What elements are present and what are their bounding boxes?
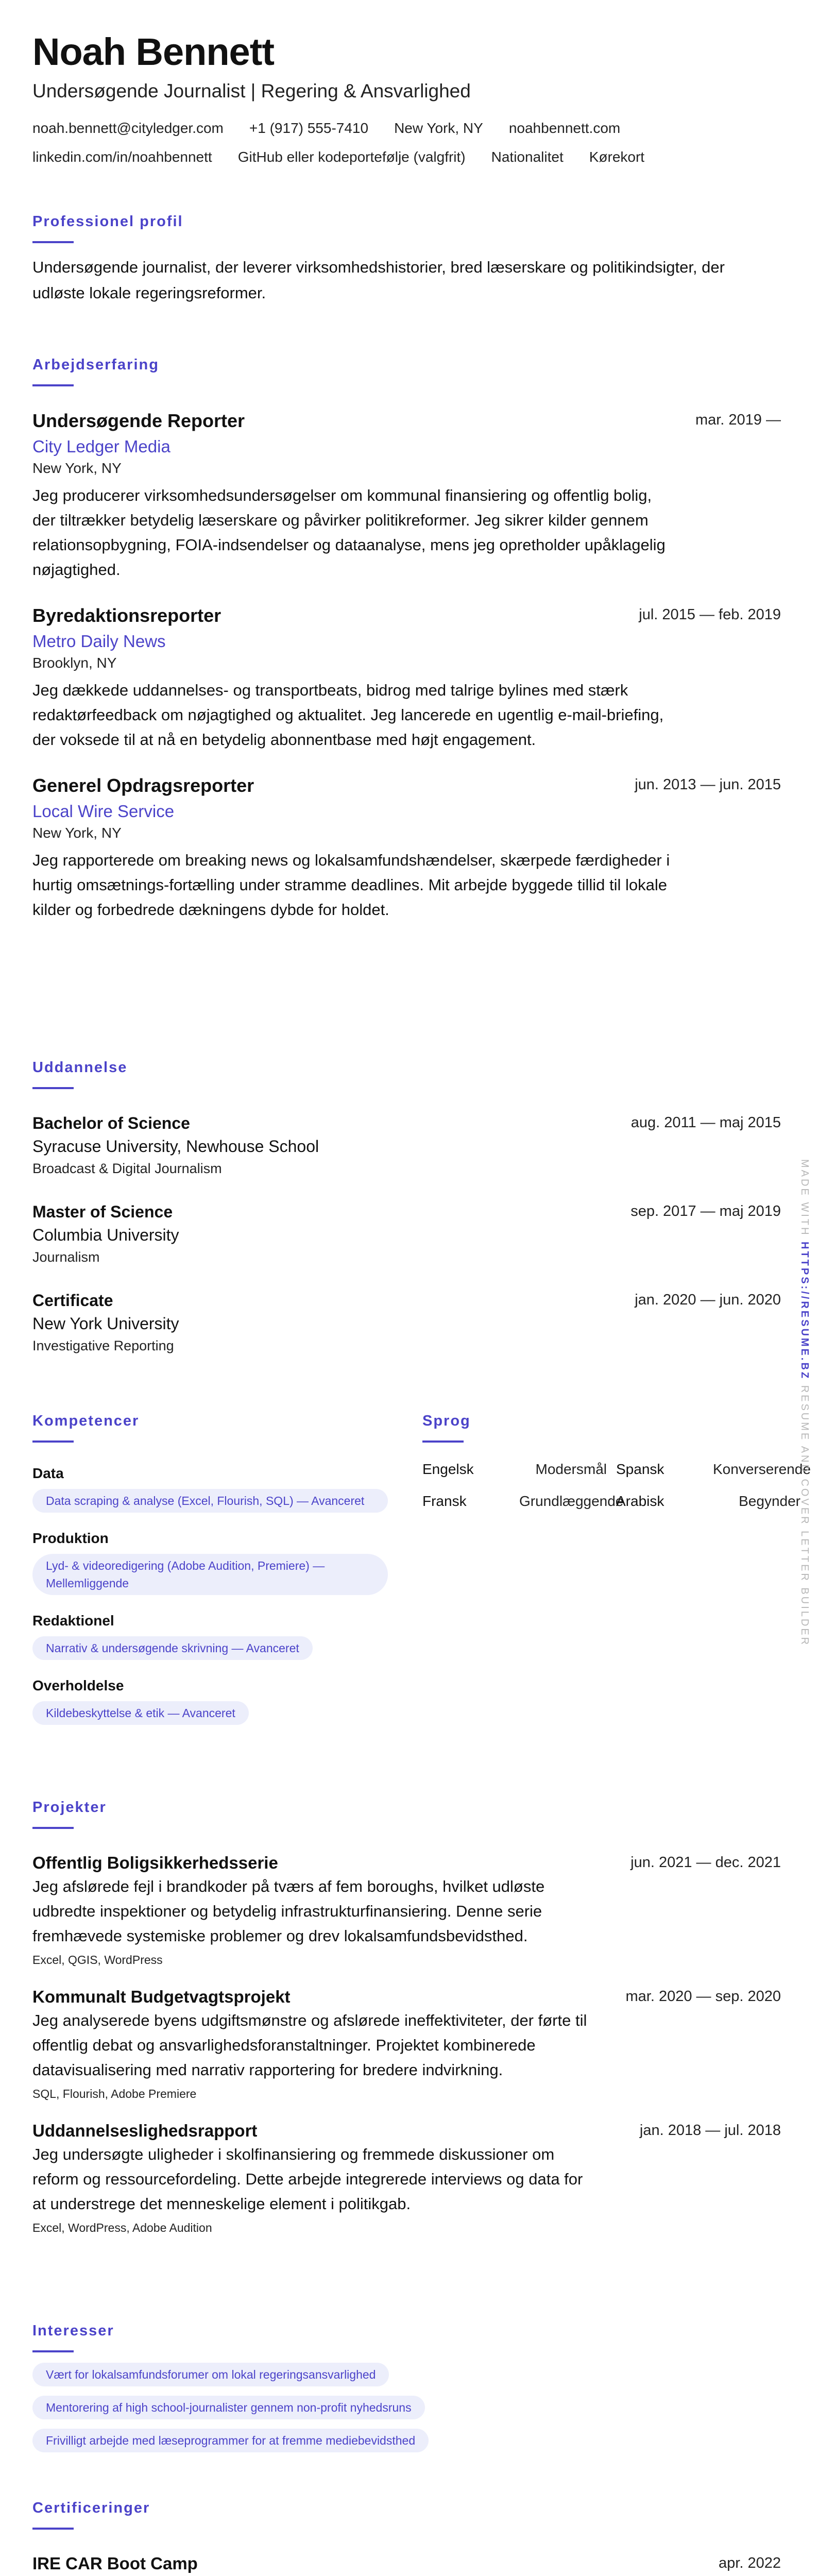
contact-location: New York, NY — [394, 120, 483, 136]
job-dates: jul. 2015 — feb. 2019 — [639, 606, 781, 623]
institution-name: Syracuse University, Newhouse School — [32, 1137, 319, 1156]
language-name: Arabisk — [616, 1493, 664, 1509]
section-divider — [422, 1440, 464, 1443]
skill-group-name: Produktion — [32, 1530, 109, 1546]
contact-website[interactable]: noahbennett.com — [508, 120, 621, 136]
profile-section — [32, 211, 781, 306]
contact-nationality: Nationalitet — [491, 149, 564, 165]
skill-group — [32, 1463, 393, 1513]
experience-entry — [32, 409, 781, 582]
project-technologies: Excel, QGIS, WordPress — [32, 1953, 163, 1967]
project-title: Uddannelseslighedsrapport — [32, 2121, 258, 2140]
degree-title: Certificate — [32, 1291, 113, 1310]
education-entry — [32, 1112, 781, 1179]
education-entry — [32, 1289, 781, 1356]
certification-date: apr. 2022 — [719, 2555, 781, 2571]
section-title-skills: Kompetencer — [32, 1413, 140, 1429]
interest-tag: Mentorering af high school-journalister gennem non-profit nyhedsruns — [32, 2396, 425, 2419]
job-company[interactable]: Metro Daily News — [32, 632, 166, 651]
skill-group-name: Redaktionel — [32, 1613, 114, 1629]
skill-group — [32, 1611, 393, 1660]
section-title-languages: Sprog — [422, 1413, 471, 1429]
experience-entry — [32, 604, 781, 752]
education-entry — [32, 1200, 781, 1267]
section-divider — [32, 1440, 74, 1443]
contact-list — [32, 117, 781, 168]
language-name: Engelsk — [422, 1461, 474, 1477]
project-dates: jun. 2021 — dec. 2021 — [630, 1854, 781, 1871]
education-dates: jan. 2020 — jun. 2020 — [635, 1292, 781, 1308]
contact-license: Kørekort — [589, 149, 645, 165]
field-of-study: Investigative Reporting — [32, 1338, 174, 1353]
job-description: Jeg rapporterede om breaking news og lokalsamfundshændelser, skærpede færdigheder i hurtig omsætnings-fortælling under stramme deadlines. Mit arbejde byggede tillid til lokale kilder og forbedrede dækningens dybde for holdet. — [32, 851, 670, 919]
interest-list — [32, 2363, 781, 2452]
skills-section — [32, 1411, 393, 1725]
watermark-prefix: MADE WITH — [799, 1159, 810, 1237]
watermark-suffix: RESUME AND COVER LETTER BUILDER — [799, 1385, 810, 1647]
project-entry — [32, 1986, 781, 2103]
interests-section — [32, 2320, 781, 2452]
contact-email[interactable]: noah.bennett@cityledger.com — [32, 120, 224, 136]
language-name: Fransk — [422, 1493, 467, 1509]
education-dates: aug. 2011 — maj 2015 — [630, 1114, 781, 1131]
project-technologies: Excel, WordPress, Adobe Audition — [32, 2221, 212, 2234]
profile-summary: Undersøgende journalist, der leverer virksomhedshistorier, bred læserskare og politikindsigter, der udløste lokale regeringsreformer. — [32, 258, 725, 302]
section-divider — [32, 1827, 74, 1829]
job-company[interactable]: Local Wire Service — [32, 802, 175, 821]
education-dates: sep. 2017 — maj 2019 — [630, 1203, 781, 1219]
section-title-certifications: Certificeringer — [32, 2500, 150, 2516]
institution-name: New York University — [32, 1314, 179, 1333]
job-company[interactable]: City Ledger Media — [32, 437, 171, 456]
contact-phone[interactable]: +1 (917) 555-7410 — [249, 120, 369, 136]
section-divider — [32, 384, 74, 386]
interest-tag: Frivilligt arbejde med læseprogrammer for at fremme mediebevidsthed — [32, 2429, 429, 2452]
section-title-profile: Professionel profil — [32, 213, 183, 230]
field-of-study: Broadcast & Digital Journalism — [32, 1161, 222, 1176]
builder-watermark — [796, 1159, 816, 1647]
project-title: Kommunalt Budgetvagtsprojekt — [32, 1987, 291, 2006]
watermark-text — [798, 1159, 810, 1647]
language-level: Grundlæggende — [519, 1493, 624, 1509]
job-title: Generel Opdragsreporter — [32, 775, 254, 796]
job-location: New York, NY — [32, 460, 122, 476]
section-title-experience: Arbejdserfaring — [32, 357, 159, 373]
skill-tag: Data scraping & analyse (Excel, Flourish, SQL) — Avanceret — [32, 1489, 388, 1513]
contact-linkedin[interactable]: linkedin.com/in/noahbennett — [32, 149, 212, 165]
candidate-name: Noah Bennett — [32, 30, 274, 73]
resume-header — [32, 29, 781, 168]
job-title: Undersøgende Reporter — [32, 410, 245, 431]
education-section — [32, 1057, 781, 1356]
section-title-projects: Projekter — [32, 1799, 107, 1816]
section-title-education: Uddannelse — [32, 1059, 128, 1076]
project-description: Jeg analyserede byens udgiftsmønstre og afslørede ineffektiviteter, der førte til offentlig debat og ansvarlighedsforanstaltninger. Projektet kombinerede datavisualisering med narrativ rapportering for bredere indvirkning. — [32, 2011, 587, 2079]
language-level: Begynder — [739, 1493, 800, 1509]
job-description: Jeg producerer virksomhedsundersøgelser om kommunal finansiering og offentlig bolig, der tiltrækker betydelig læserskare og påvirker politikreformer. Jeg sikrer kilder gennem relationsopbygning, FOIA-indsendelser og dataanalyse, mens jeg opretholder upåklagelig nøjagtighed. — [32, 486, 666, 579]
contact-github[interactable]: GitHub eller kodeportefølje (valgfrit) — [237, 149, 466, 165]
languages-section — [422, 1411, 811, 1512]
project-dates: jan. 2018 — jul. 2018 — [639, 2122, 781, 2139]
experience-entry — [32, 774, 781, 922]
skill-tag: Kildebeskyttelse & etik — Avanceret — [32, 1701, 249, 1725]
job-location: New York, NY — [32, 825, 122, 841]
degree-title: Master of Science — [32, 1202, 173, 1221]
section-divider — [32, 2350, 74, 2352]
field-of-study: Journalism — [32, 1249, 100, 1265]
project-dates: mar. 2020 — sep. 2020 — [625, 1988, 781, 2005]
language-name: Spansk — [616, 1461, 664, 1477]
language-list — [422, 1459, 811, 1512]
certifications-section — [32, 2498, 781, 2576]
skill-group — [32, 1675, 393, 1725]
experience-section — [32, 354, 781, 922]
degree-title: Bachelor of Science — [32, 1114, 190, 1132]
project-entry — [32, 1852, 781, 1969]
watermark-link[interactable]: HTTPS://RESUME.BZ — [799, 1242, 810, 1381]
project-description: Jeg undersøgte uligheder i skolfinansiering og fremmede diskussioner om reform og ressourcefordeling. Dette arbejde integrerede interviews og data for at understrege det menneskelige element i politikgab. — [32, 2145, 583, 2213]
language-level: Konverserende — [713, 1461, 811, 1477]
section-divider — [32, 1087, 74, 1089]
candidate-headline: Undersøgende Journalist | Regering & Ansvarlighed — [32, 80, 471, 101]
institution-name: Columbia University — [32, 1226, 179, 1244]
job-dates: mar. 2019 — — [695, 412, 781, 428]
project-title: Offentlig Boligsikkerhedsserie — [32, 1853, 278, 1872]
project-entry — [32, 2120, 781, 2237]
section-divider — [32, 241, 74, 243]
skill-tag: Lyd- & videoredigering (Adobe Audition, Premiere) — Mellemliggende — [32, 1554, 388, 1595]
skill-group — [32, 1528, 393, 1595]
job-location: Brooklyn, NY — [32, 655, 117, 671]
project-technologies: SQL, Flourish, Adobe Premiere — [32, 2087, 197, 2100]
certification-name: IRE CAR Boot Camp — [32, 2554, 198, 2573]
job-dates: jun. 2013 — jun. 2015 — [635, 776, 781, 793]
project-description: Jeg afslørede fejl i brandkoder på tværs af fem boroughs, hvilket udløste udbredte inspektioner og betydelig infrastrukturfinansiering. Denne serie fremhævede systemiske problemer og drev lokalsamfundsbevidsthed. — [32, 1877, 545, 1945]
job-description: Jeg dækkede uddannelses- og transportbeats, bidrog med talrige bylines med stærk redaktørfeedback om nøjagtighed og aktualitet. Jeg lancerede en ugentlig e-mail-briefing, der voksede til at nå en betydelig abonnentbase med højt engagement. — [32, 681, 664, 749]
certification-entry — [32, 2552, 781, 2576]
skill-group-name: Data — [32, 1465, 64, 1481]
skill-group-name: Overholdelse — [32, 1677, 124, 1693]
section-divider — [32, 2528, 74, 2530]
interest-tag: Vært for lokalsamfundsforumer om lokal regeringsansvarlighed — [32, 2363, 389, 2386]
job-title: Byredaktionsreporter — [32, 605, 221, 626]
section-title-interests: Interesser — [32, 2323, 114, 2339]
projects-section — [32, 1797, 781, 2237]
language-level: Modersmål — [535, 1461, 607, 1477]
skill-tag: Narrativ & undersøgende skrivning — Avanceret — [32, 1636, 313, 1660]
